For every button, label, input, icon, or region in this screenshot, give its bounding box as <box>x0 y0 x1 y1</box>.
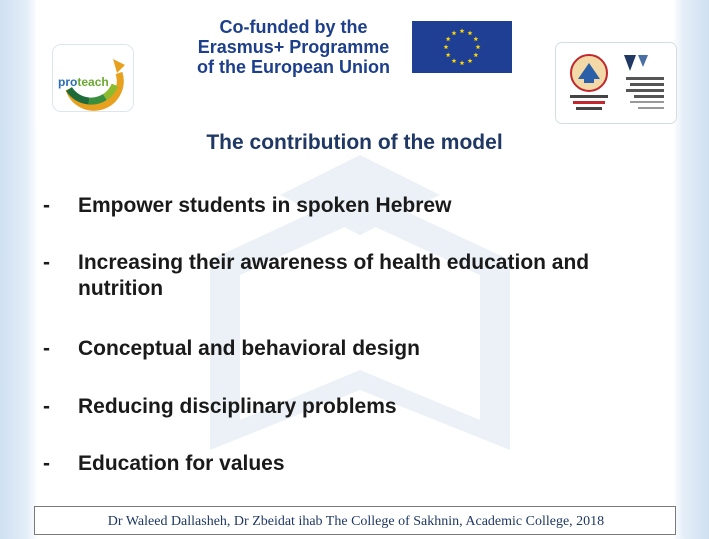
bullet-dash: - <box>43 337 50 360</box>
left-side-band <box>0 0 38 539</box>
academic-college-logo-icon <box>618 49 670 117</box>
college-logos <box>555 42 677 124</box>
bullet-text: Increasing their awareness of health education and nutrition <box>78 251 590 300</box>
bullet-dash: - <box>43 251 50 274</box>
bullet-dash: - <box>43 194 50 217</box>
erasmus-line-1: Co-funded by the <box>219 17 368 37</box>
proteach-teach-text: teach <box>77 75 109 89</box>
bullet-text: Empower students in spoken Hebrew <box>78 194 452 217</box>
sakhnin-college-logo-icon <box>564 51 614 115</box>
right-side-band <box>673 0 709 539</box>
bullet-text: Education for values <box>78 452 285 475</box>
erasmus-cofunded-text <box>186 17 401 77</box>
bullet-dash: - <box>43 452 50 475</box>
slide-title: The contribution of the model <box>206 131 503 154</box>
bullet-text: Conceptual and behavioral design <box>78 337 420 360</box>
bullet-dash: - <box>43 395 50 418</box>
proteach-logo <box>52 44 134 112</box>
bullet-text: Reducing disciplinary problems <box>78 395 397 418</box>
proteach-wordmark <box>58 75 109 89</box>
erasmus-line-3: of the European Union <box>197 57 390 77</box>
proteach-pro-text: pro <box>58 75 78 89</box>
erasmus-line-2: Erasmus+ Programme <box>197 37 390 57</box>
footer-credit-box <box>34 506 676 535</box>
eu-flag-icon <box>412 21 512 73</box>
footer-credit-text: Dr Waleed Dallasheh, Dr Zbeidat ihab The College of Sakhnin, Academic College, 2018 <box>107 514 605 529</box>
